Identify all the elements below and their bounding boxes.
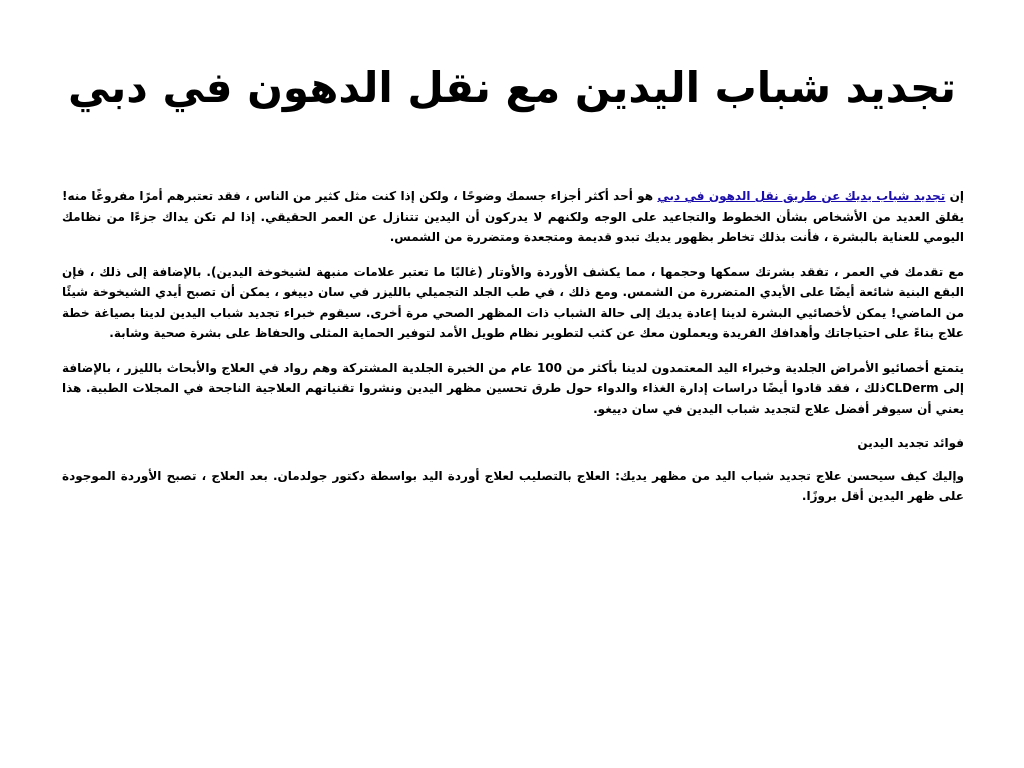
paragraph-benefits: وإليك كيف سيحسن علاج تجديد شباب اليد من مظهر يديك: العلاج بالتصليب لعلاج أوردة اليد بواسطة دكتور جولدمان. بعد العلاج ، تصبح الأوردة الموجودة على ظهر اليدين أقل بروزًا.	[62, 468, 964, 503]
section-heading-benefits: فوائد تجديد اليدين	[857, 436, 964, 450]
article-body	[62, 186, 964, 521]
fat-transfer-link[interactable]: تجديد شباب يديك عن طريق نقل الدهون في دبي	[657, 189, 946, 203]
paragraph-intro	[62, 186, 964, 248]
intro-text: هو أحد أكثر أجزاء جسمك وضوحًا ، ولكن إذا كنت مثل كثير من الناس ، فقد تعتبرهم أمرًا مفروغًا منه! يقلق العديد من الأشخاص بشأن الخطوط والتجاعيد على الوجه ولكنهم لا يدركون أن اليدين تتنازل عن العمر الحقيقي. إذا لم تكن يداك جزءًا من نظامك اليومي للعناية بالبشرة ، فأنت بذلك تخاطر بظهور يديك تبدو قديمة ومتجعدة ومتضررة من الشمس.	[62, 189, 964, 244]
page-title: تجديد شباب اليدين مع نقل الدهون في دبي	[68, 63, 956, 112]
paragraph-aging: مع تقدمك في العمر ، تفقد بشرتك سمكها وحجمها ، مما يكشف الأوردة والأوتار (غالبًا ما تعتبر علامات منبهة لشيخوخة اليدين). بالإضافة إلى ذلك ، فإن البقع البنية شائعة أيضًا على الأيدي المتضررة من الشمس. ومع ذلك ، في طب الجلد التجميلي بالليزر في سان دييغو ، يمكن أن تصبح أيدي الشيخوخة شيئًا من الماضي! يمكن لأخصائيي البشرة لدينا إعادة يديك إلى حالة الشباب ذات المظهر الصحي مرة أخرى. سيقوم خبراء تجديد شباب اليدين لدينا بصياغة خطة علاج بناءً على احتياجاتك وأهدافك الفريدة ويعملون معك عن كثب لتطوير نظام طويل الأمد لتوفير الحماية المثلى والحفاظ على بشرة صحية وشابة.	[62, 264, 964, 340]
paragraph-experts: يتمتع أخصائيو الأمراض الجلدية وخبراء اليد المعتمدون لدينا بأكثر من 100 عام من الخبرة الجلدية المشتركة وهم رواد في العلاج والأبحاث بالليزر ، بالإضافة إلى CLDermذلك ، فقد قادوا أيضًا دراسات إدارة الغذاء والدواء حول طرق تحسين مظهر اليدين ونشروا تقنياتهم العلاجية الناجحة في المجلات الطبية. هذا يعني أن سيوفر أفضل علاج لتجديد شباب اليدين في سان دييغو.	[62, 360, 965, 416]
intro-prefix: إن	[945, 189, 964, 203]
